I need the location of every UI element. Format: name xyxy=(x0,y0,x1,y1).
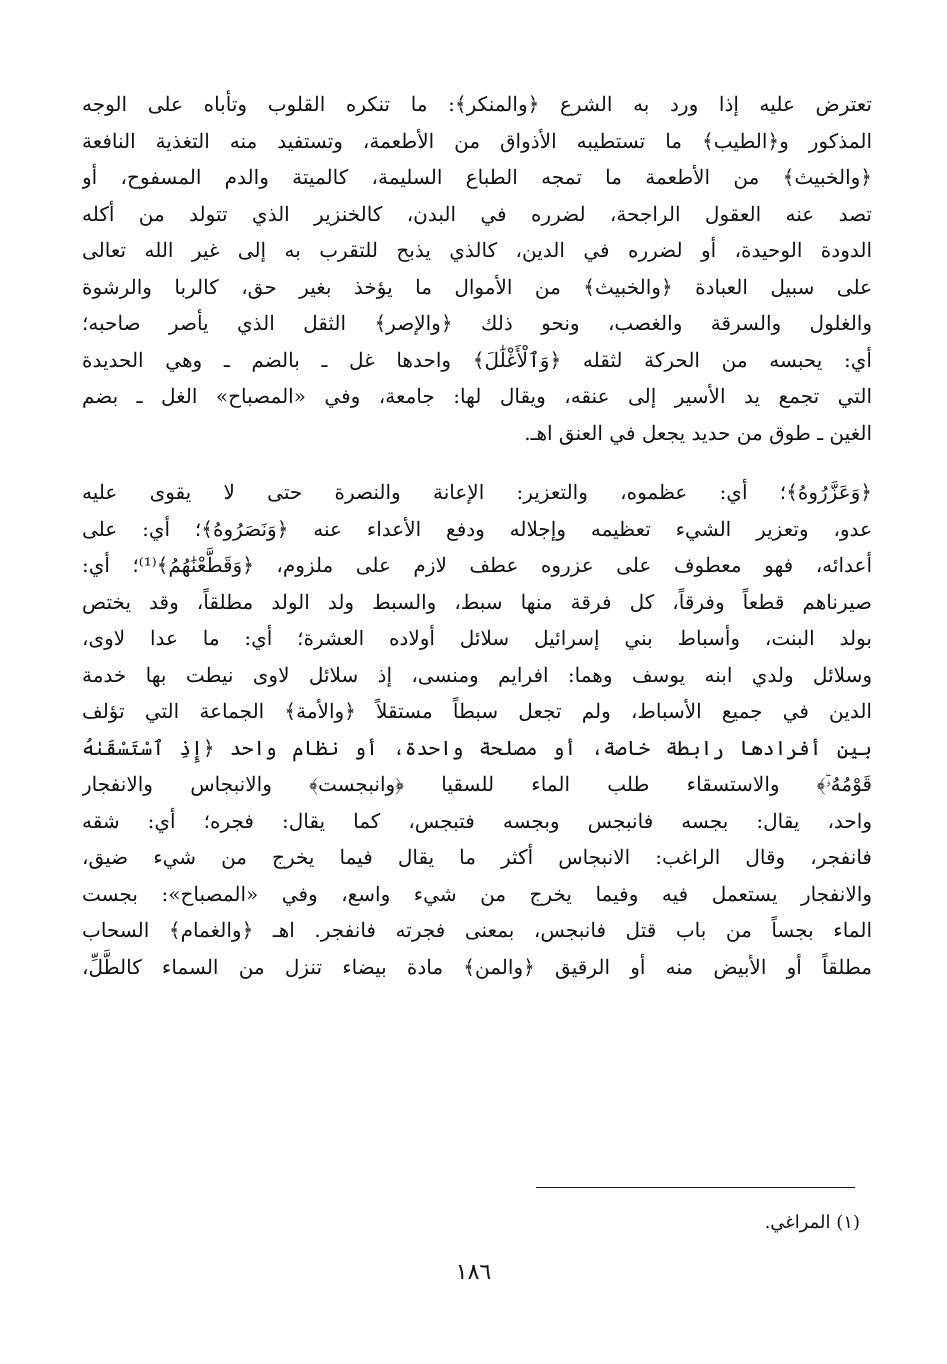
text-line: وسلائل ولدي ابنه يوسف وهما: افرايم ومنسى، إذ سلائل لاوى نيطت بها خدمة xyxy=(82,662,872,687)
text-line: على سبيل العبادة ﴿والخبيث﴾ من الأموال ما يؤخذ بغير حق، كالربا والرشوة xyxy=(82,274,872,299)
paragraph-1 xyxy=(82,86,872,451)
page-number: ١٨٦ xyxy=(455,1260,492,1285)
text-line: ﴿والخبيث﴾ من الأطعمة ما تمجه الطباع السليمة، كالميتة والدم المسفوح، أو xyxy=(82,165,872,189)
text-line: عدو، وتعزير الشيء تعظيمه وإجلاله ودفع الأعداء عنه ﴿وَنَصَرُوهُ﴾؛ أي: على xyxy=(82,516,872,541)
text-line: فانفجر، وقال الراغب: الانبجاس أكثر ما يقال فيما يخرج من شيء ضيق، xyxy=(82,845,872,869)
text-line: والانفجار يستعمل فيه وفيما يخرج من شيء واسع، وفي «المصباح»: بجست xyxy=(82,881,872,906)
paragraph-gap xyxy=(82,451,872,474)
text-line: التي تجمع يد الأسير إلى عنقه، ويقال لها: جامعة، وفي «المصباح» الغل ـ بضم xyxy=(82,384,872,408)
text-line: أعدائه، فهو معطوف على عزروه عطف لازم على ملزوم، ﴿وَقَطَّعْنَٰهُمُ﴾⁽¹⁾؛ أي: xyxy=(82,553,872,577)
text-line: واحد، يقال: بجسه فانبجس وبجسه فتبجس، كما يقال: فجره؛ أي: شقه xyxy=(82,808,872,833)
text-line: بولد البنت، وأسباط بني إسرائيل سلائل أولاده العشرة؛ أي: ما عدا لاوى، xyxy=(82,626,872,650)
text-line: مطلقاً أو الأبيض منه أو الرقيق ﴿والمن﴾ مادة بيضاء تنزل من السماء كالطَّلِّ، xyxy=(82,954,872,979)
text-line: والغلول والسرقة والغصب، ونحو ذلك ﴿والإصر﴾ الثقل الذي يأصر صاحبه؛ xyxy=(82,311,872,335)
text-line: الدين في جميع الأسباط، ولم تجعل سبطاً مستقلاً ﴿والأمة﴾ الجماعة التي تؤلف xyxy=(82,699,872,723)
text-line: المذكور و﴿الطيب﴾ ما تستطيبه الأذواق من الأطعمة، وتستفيد منه التغذية النافعة xyxy=(82,128,872,153)
text-line: تصد عنه العقول الراجحة، لضرره في البدن، كالخنزير الذي تتولد من أكله xyxy=(82,201,872,226)
text-line: أي: يحبسه من الحركة لثقله ﴿وَٱلْأَغْلَٰلَ﴾ واحدها غل ـ بالضم ـ وهي الحديدة xyxy=(82,347,872,372)
text-line: الغين ـ طوق من حديد يجعل في العنق اهـ. xyxy=(524,420,872,445)
main-text xyxy=(82,86,872,985)
text-line: الماء بجساً من باب قتل فانبجس، بمعنى فجرته فانفجر. اهـ ﴿والغمام﴾ السحاب xyxy=(82,918,872,942)
text-line: بين أفرادها رابطة خاصة، أو مصلحة واحدة، أو نظام واحد ﴿إِذِ ٱسْتَسْقَىٰهُ xyxy=(82,735,872,760)
text-line: قَوْمُهُۥٓ﴾ والاستسقاء طلب الماء للسقيا ﴿وانبجست﴾ والانبجاس والانفجار xyxy=(82,772,872,796)
text-line: ﴿وَعَزَّرُوهُ﴾؛ أي: عظموه، والتعزير: الإعانة والنصرة حتى لا يقوى عليه xyxy=(82,480,872,504)
text-line: الدودة الوحيدة، أو لضرره في الدين، كالذي يذبح للتقرب به إلى غير الله تعالى xyxy=(82,238,872,262)
text-line: صيرناهم قطعاً وفرقاً، كل فرقة منها سبط، والسبط ولد الولد مطلقاً، وقد يختص xyxy=(82,589,872,614)
footnote: (١) المراغي. xyxy=(764,1212,860,1233)
paragraph-2 xyxy=(82,474,872,985)
footnote-separator xyxy=(536,1187,855,1188)
text-line: تعترض عليه إذا ورد به الشرع ﴿والمنكر﴾: ما تنكره القلوب وتأباه على الوجه xyxy=(82,92,872,116)
